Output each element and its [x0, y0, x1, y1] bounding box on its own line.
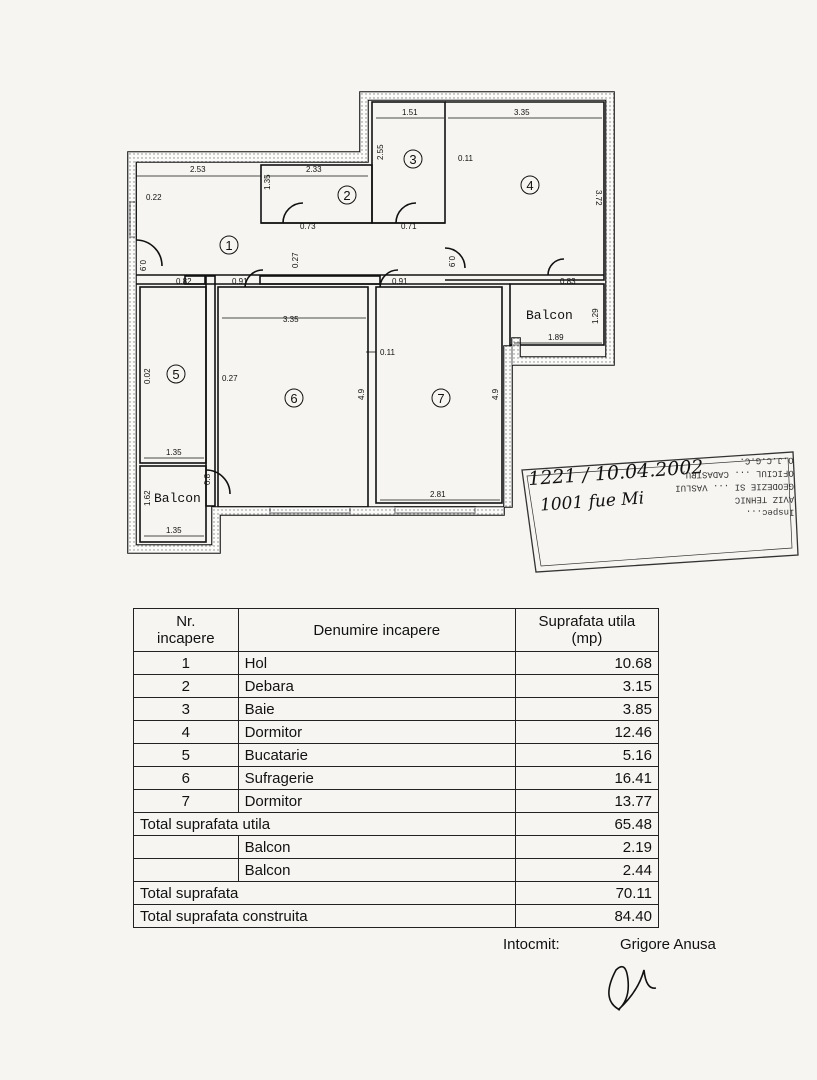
- row-name: Dormitor: [238, 721, 515, 744]
- row-name: Debara: [238, 675, 515, 698]
- total-built-area: 84.40: [515, 905, 658, 928]
- dimension-label: 1.35: [166, 448, 182, 457]
- table-row: [134, 675, 659, 698]
- table-row: [134, 652, 659, 675]
- row-area: 10.68: [515, 652, 658, 675]
- row-name: Dormitor: [238, 790, 515, 813]
- row-area: 3.85: [515, 698, 658, 721]
- room-number: 5: [172, 367, 180, 382]
- dimension-label: 0.82: [176, 277, 192, 286]
- dimension-label: 3.35: [514, 108, 530, 117]
- dimension-label: 4.9: [491, 388, 500, 400]
- total-useful-row: [134, 813, 659, 836]
- row-area: 5.16: [515, 744, 658, 767]
- stamp-line: Inspec...: [745, 506, 795, 518]
- row-name: Hol: [238, 652, 515, 675]
- header-area: Suprafata utila (mp): [515, 609, 658, 652]
- table-row: [134, 698, 659, 721]
- room-number: 7: [437, 391, 445, 406]
- row-name: Baie: [238, 698, 515, 721]
- header-nr: Nr. incapere: [134, 609, 239, 652]
- balcony-area: 2.44: [515, 859, 658, 882]
- dimension-label: 2.81: [430, 490, 446, 499]
- row-nr: 6: [134, 767, 239, 790]
- room-number: 4: [526, 178, 534, 193]
- signature-bottom: [590, 950, 670, 1020]
- dimension-label: 1.35: [263, 174, 272, 190]
- total-useful-area: 65.48: [515, 813, 658, 836]
- dimension-label: 0.27: [291, 252, 300, 268]
- dimension-label: 0.9: [447, 256, 456, 268]
- balcony-row: [134, 836, 659, 859]
- total-row: [134, 882, 659, 905]
- stamp-line: GEODEZIE SI ... VASLUI: [675, 480, 795, 493]
- room-number: 6: [290, 391, 298, 406]
- room-number: 3: [409, 152, 417, 167]
- row-nr: 7: [134, 790, 239, 813]
- dimension-label: 2.33: [306, 165, 322, 174]
- dimension-label: 1.35: [166, 526, 182, 535]
- row-nr: 1: [134, 652, 239, 675]
- row-nr: 2: [134, 675, 239, 698]
- stamp-handwritten-registration: 1221 / 10.04.2002: [527, 455, 705, 491]
- table-row: [134, 721, 659, 744]
- dimension-label: 1.29: [591, 308, 600, 324]
- dimension-label: 0.22: [146, 193, 162, 202]
- balcony-name: Balcon: [238, 859, 515, 882]
- dimension-label: 0.11: [458, 154, 473, 163]
- balcony-row: [134, 859, 659, 882]
- balcony-label-left: Balcon: [154, 491, 201, 506]
- dimension-label: 0.73: [300, 222, 316, 231]
- stamp-handwritten-note: 1001 fue Mi: [539, 488, 645, 516]
- room-markers: [167, 150, 539, 407]
- dimension-label: 0.8: [203, 473, 212, 485]
- row-nr: 5: [134, 744, 239, 767]
- balcony-label-right: Balcon: [526, 308, 573, 323]
- total-built-row: [134, 905, 659, 928]
- dimension-label: 1.89: [548, 333, 564, 342]
- table-row: [134, 744, 659, 767]
- dimension-label: 1.62: [143, 490, 152, 506]
- stamp-line: OFICIUL ... CADASTRU,: [680, 467, 794, 480]
- balcony-area: 2.19: [515, 836, 658, 859]
- row-nr: 4: [134, 721, 239, 744]
- stamp-line: O.J.C.G.C.: [739, 454, 794, 466]
- header-name: Denumire incapere: [238, 609, 515, 652]
- dimension-label: 0.71: [401, 222, 417, 231]
- dimension-label: 3.35: [283, 315, 299, 324]
- dimension-label: 0.83: [560, 277, 576, 286]
- prepared-by-name: Grigore Anusa: [620, 936, 716, 953]
- dimension-label: 2.55: [376, 144, 385, 160]
- dimension-label: 0.27: [222, 374, 238, 383]
- row-area: 16.41: [515, 767, 658, 790]
- row-nr: 3: [134, 698, 239, 721]
- total-built-label: Total suprafata construita: [134, 905, 516, 928]
- dimension-label: 0.02: [143, 368, 152, 384]
- row-area: 3.15: [515, 675, 658, 698]
- dimension-label: 0.91: [392, 277, 408, 286]
- wall-room-4: [445, 102, 604, 280]
- dimension-label: 3.72: [594, 190, 603, 206]
- table-header-row: [134, 609, 659, 652]
- dimension-label: 0.11: [380, 348, 395, 357]
- total-area: 70.11: [515, 882, 658, 905]
- room-number: 1: [225, 238, 233, 253]
- dimension-label: 2.53: [190, 165, 206, 174]
- row-area: 13.77: [515, 790, 658, 813]
- total-label: Total suprafata: [134, 882, 516, 905]
- dimension-label: 1.51: [402, 108, 418, 117]
- total-useful-label: Total suprafata utila: [134, 813, 516, 836]
- prepared-by-label: Intocmit:: [503, 936, 560, 953]
- row-area: 12.46: [515, 721, 658, 744]
- table-row: [134, 790, 659, 813]
- room-number: 2: [343, 188, 351, 203]
- table-row: [134, 767, 659, 790]
- stamp-line: AVIZ TEHNIC: [734, 493, 795, 505]
- balcony-name: Balcon: [238, 836, 515, 859]
- dimension-label: 0.91: [232, 277, 248, 286]
- dimension-label: 4.9: [357, 388, 366, 400]
- row-name: Sufragerie: [238, 767, 515, 790]
- row-name: Bucatarie: [238, 744, 515, 767]
- area-table: [133, 608, 659, 928]
- dimension-label: 0.9: [138, 260, 147, 272]
